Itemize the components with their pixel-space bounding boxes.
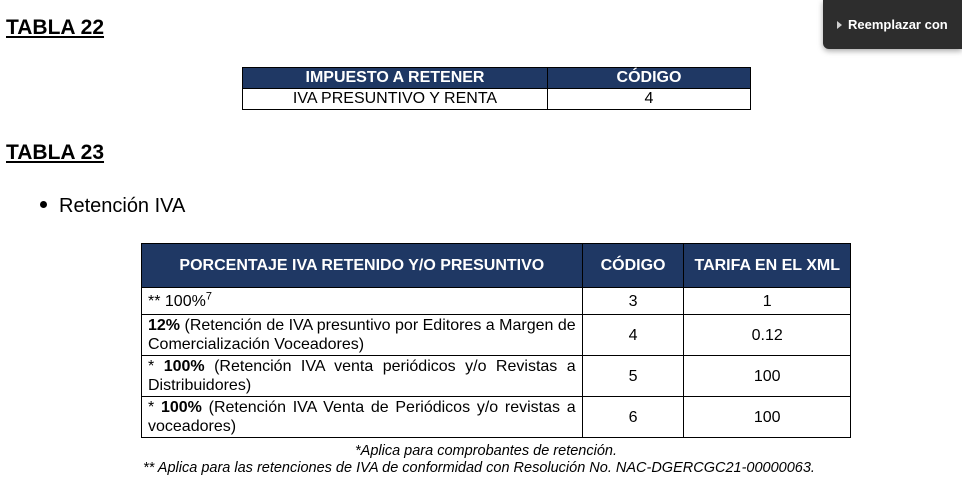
cell-code: 4 [582, 315, 684, 356]
cell-code: 4 [548, 89, 751, 110]
cell-code: 3 [582, 288, 684, 315]
cell-description: ** 100%$^7$ [142, 288, 583, 315]
table-header-row [142, 244, 851, 288]
cell-rate: 0.12 [684, 315, 851, 356]
cell-code: 6 [582, 397, 684, 438]
replace-with-button[interactable] [823, 0, 962, 49]
cell-rate: 1 [684, 288, 851, 315]
footnote-resolution: ** Aplica para las retenciones de IVA de conformidad con Resolución No. NAC-DGERCGC21-00000063. [143, 460, 815, 476]
cell-description: * 100% (Retención IVA venta periódicos y/o Revistas a Distribuidores) [142, 356, 583, 397]
table22 [242, 67, 751, 110]
table23-heading: TABLA 23 [6, 141, 105, 164]
header-code: CÓDIGO [582, 244, 684, 288]
cell-code: 5 [582, 356, 684, 397]
table22-heading: TABLA 22 [6, 16, 105, 39]
header-code: CÓDIGO [548, 68, 751, 89]
table-row [243, 89, 751, 110]
table-row [142, 315, 851, 356]
bullet-label: Retención IVA [59, 195, 186, 217]
header-tax: IMPUESTO A RETENER [243, 68, 548, 89]
cell-description: * 100% (Retención IVA Venta de Periódicos y/o revistas a voceadores) [142, 397, 583, 438]
table-header-row [243, 68, 751, 89]
cell-tax: IVA PRESUNTIVO Y RENTA [243, 89, 548, 110]
cell-rate: 100 [684, 356, 851, 397]
header-percentage: PORCENTAJE IVA RETENIDO Y/O PRESUNTIVO [142, 244, 583, 288]
table-row [142, 356, 851, 397]
header-rate: TARIFA EN EL XML [684, 244, 851, 288]
cell-rate: 100 [684, 397, 851, 438]
bullet-item [40, 193, 185, 219]
cell-description: 12% (Retención de IVA presuntivo por Editores a Margen de Comercialización Voceadores) [142, 315, 583, 356]
triangle-right-icon [837, 21, 842, 29]
table-row [142, 397, 851, 438]
bullet-dot-icon [40, 201, 47, 208]
table23 [141, 243, 851, 438]
table-row [142, 288, 851, 315]
replace-with-label: Reemplazar con [848, 17, 948, 32]
footnote-receipts: *Aplica para comprobantes de retención. [355, 443, 617, 459]
